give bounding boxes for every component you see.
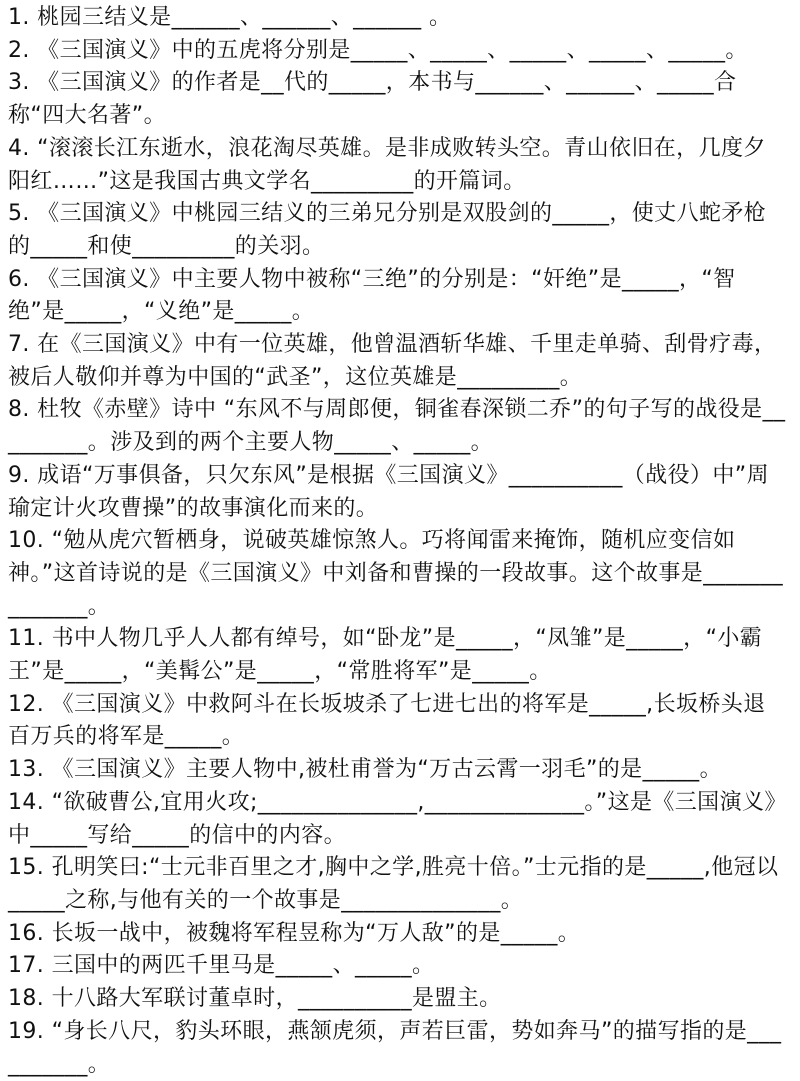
question-15: 15. 孔明笑曰:“士元非百里之才,胸中之学,胜亮十倍。”士元指的是_____,他冠以_____之称,与他有关的一个故事是______________。 bbox=[8, 855, 779, 913]
question-2: 2. 《三国演义》中的五虎将分别是_____、_____、_____、_____、_____。 bbox=[8, 37, 748, 63]
question-7: 7. 在《三国演义》中有一位英雄，他曾温酒斩华雄、千里走单骑、刮骨疗毒，被后人敬仰并尊为中国的“武圣”，这位英雄是_________。 bbox=[8, 332, 777, 390]
question-4: 4. “滚滚长江东逝水，浪花淘尽英雄。是非成败转头空。青山依旧在，几度夕阳红……”这是我国古典文学名_________的开篇词。 bbox=[8, 135, 766, 194]
question-12: 12. 《三国演义》中救阿斗在长坂坡杀了七进七出的将军是_____,长坂桥头退百万兵的将军是_____。 bbox=[8, 691, 766, 750]
question-5: 5. 《三国演义》中桃园三结义的三弟兄分别是双股剑的_____，使丈八蛇矛枪的_____和使_________的关羽。 bbox=[8, 201, 767, 259]
question-6: 6. 《三国演义》中主要人物中被称“三绝”的分别是：“奸绝”是_____，“智绝”是_____，“义绝”是_____。 bbox=[8, 266, 736, 325]
question-14: 14. “欲破曹公,宜用火攻;______________,______________。”这是《三国演义》中_____写给_____的信中的内容。 bbox=[8, 789, 776, 848]
question-1: 1. 桃园三结义是______、______、______ 。 bbox=[8, 5, 452, 30]
question-13: 13. 《三国演义》主要人物中,被杜甫誉为“万古云霄一羽毛”的是_____。 bbox=[8, 757, 722, 783]
question-17: 17. 三国中的两匹千里马是_____、_____。 bbox=[8, 953, 435, 979]
question-9: 9. 成语“万事俱备，只欠东风”是根据《三国演义》__________（战役）中”周瑜定计火攻曹操”的故事演化而来的。 bbox=[8, 462, 769, 521]
question-10: 10. “勉从虎穴暂栖身，说破英雄惊煞人。巧将闻雷来掩饰，随机应变信如神。”这首诗说的是《三国演义》中刘备和曹操的一段故事。这个故事是______________。 bbox=[8, 528, 783, 619]
question-18: 18. 十八路大军联讨董卓时，__________是盟主。 bbox=[8, 986, 502, 1012]
question-19: 19. “身长八尺，豹头环眼，燕颔虎须，声若巨雷，势如奔马”的描写指的是__________。 bbox=[8, 1018, 782, 1077]
question-11: 11. 书中人物几乎人人都有绰号，如“卧龙”是_____，“凤雏”是_____，“小霸王”是_____，“美髯公”是_____，“常胜将军”是_____。 bbox=[8, 626, 763, 685]
question-3: 3. 《三国演义》的作者是__代的_____，本书与______、______、_____合称“四大名著”。 bbox=[8, 70, 737, 129]
question-8: 8. 杜牧《赤壁》诗中 “东风不与周郎便，铜雀春深锁二乔”的句子写的战役是_________。涉及到的两个主要人物_____、_____。 bbox=[8, 397, 786, 456]
question-16: 16. 长坂一战中，被魏将军程昱称为“万人敌”的是_____。 bbox=[8, 920, 581, 946]
